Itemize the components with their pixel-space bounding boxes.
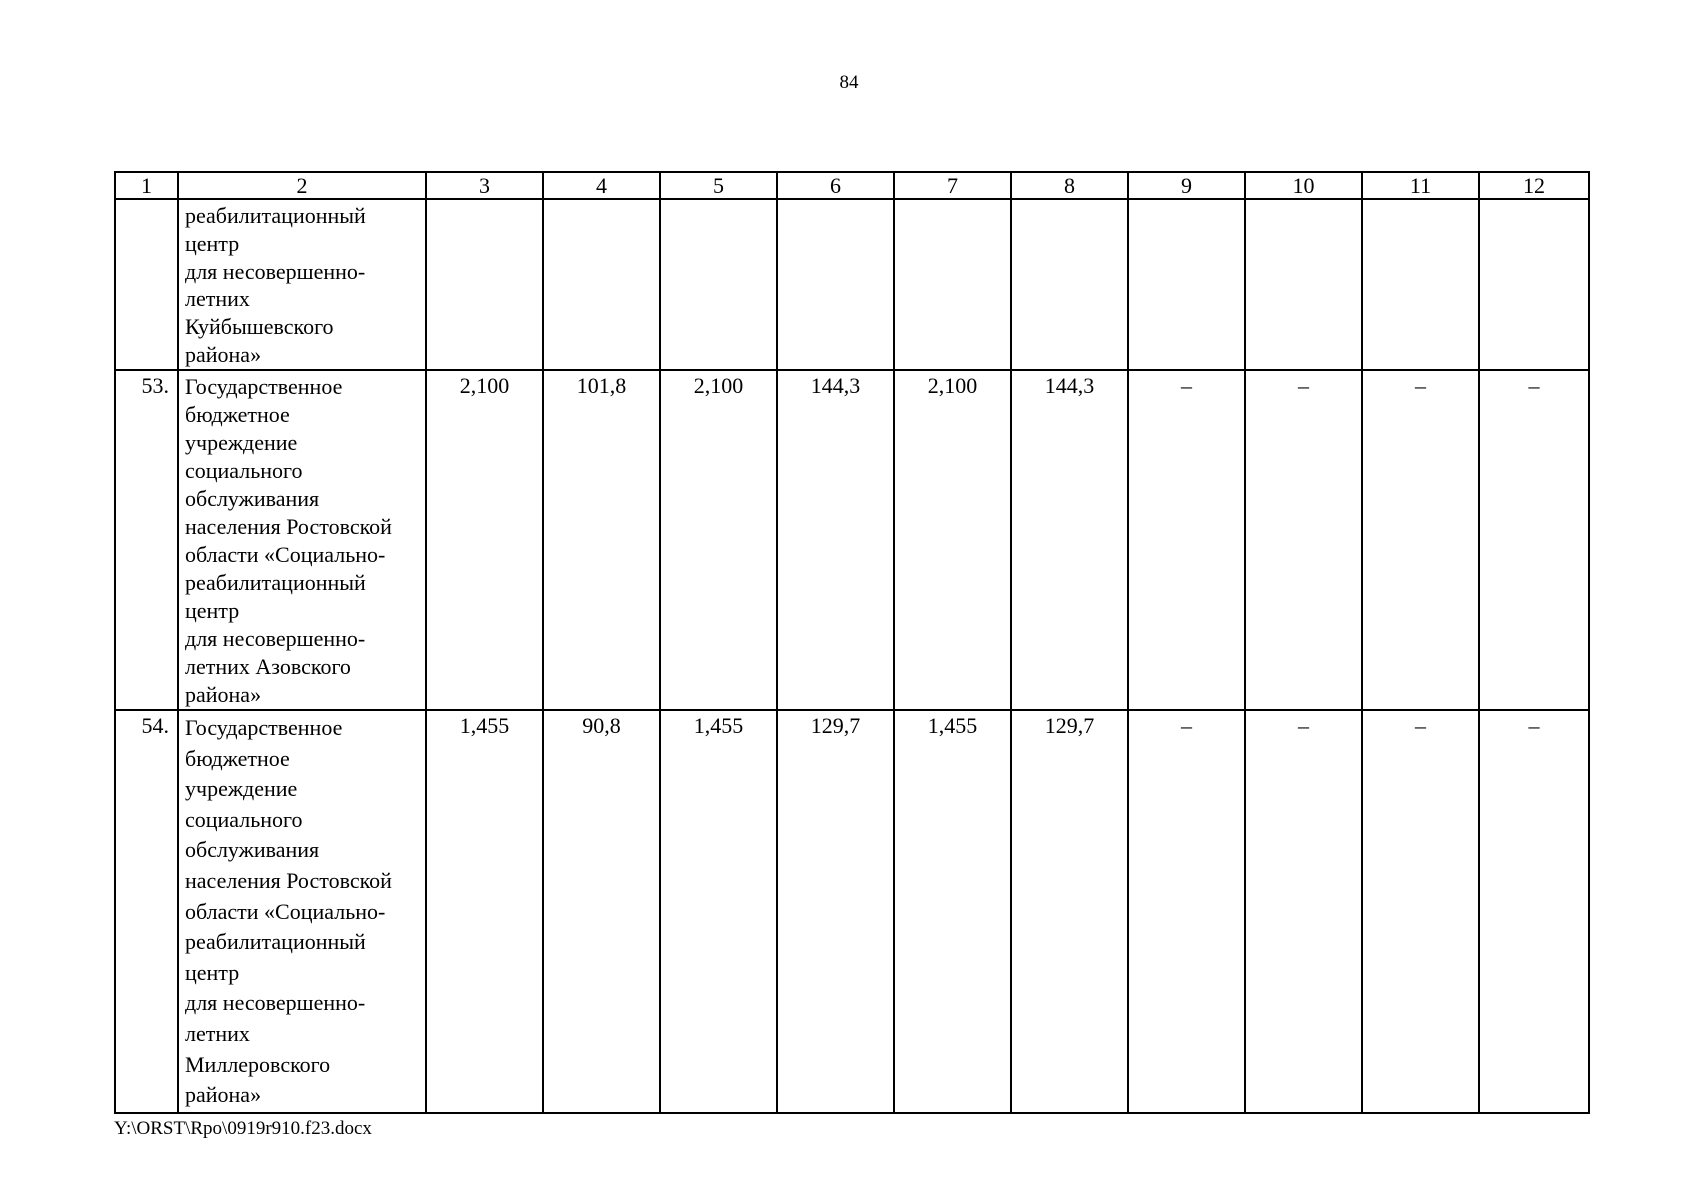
name-line: Государственное [185, 374, 343, 399]
value-cell: 144,3 [777, 370, 894, 710]
value-cell [1479, 199, 1589, 370]
value-cell: 101,8 [543, 370, 660, 710]
name-line: области «Социально- [185, 898, 386, 924]
value-cell: 144,3 [1011, 370, 1128, 710]
column-header: 1 [115, 172, 178, 199]
value-cell [1362, 199, 1479, 370]
name-line: обслуживания [185, 486, 320, 511]
column-header: 2 [178, 172, 426, 199]
name-line: бюджетное [185, 745, 290, 771]
name-line: района» [185, 341, 262, 367]
column-header: 12 [1479, 172, 1589, 199]
value-cell: 2,100 [894, 370, 1011, 710]
data-table [114, 171, 1590, 1114]
row-number: 54. [115, 710, 178, 1113]
name-line: социального [185, 458, 303, 483]
name-line: реабилитационный [185, 570, 366, 595]
column-header: 5 [660, 172, 777, 199]
footer-file-path: Y:\ORST\Rpo\0919r910.f23.docx [114, 1118, 372, 1139]
value-cell: – [1128, 710, 1245, 1113]
name-line: района» [185, 682, 262, 707]
value-cell [1128, 199, 1245, 370]
name-line: обслуживания [185, 837, 320, 863]
column-header: 4 [543, 172, 660, 199]
value-cell: – [1362, 710, 1479, 1113]
column-header: 9 [1128, 172, 1245, 199]
name-line: области «Социально- [185, 542, 386, 567]
name-line: для несовершенно- [185, 258, 366, 284]
value-cell: 1,455 [660, 710, 777, 1113]
page-number: 84 [839, 72, 859, 93]
column-header: 7 [894, 172, 1011, 199]
name-line: для несовершенно- [185, 626, 366, 651]
institution-name-cell [178, 199, 426, 370]
name-line: социального [185, 806, 303, 832]
column-header: 3 [426, 172, 543, 199]
name-line: центр [185, 598, 240, 623]
value-cell [1245, 199, 1362, 370]
value-cell: – [1128, 370, 1245, 710]
table-row [115, 370, 1589, 710]
name-line: учреждение [185, 776, 298, 802]
value-cell: 129,7 [1011, 710, 1128, 1113]
table-row [115, 710, 1589, 1113]
value-cell [426, 199, 543, 370]
value-cell: 1,455 [894, 710, 1011, 1113]
name-line: центр [185, 959, 240, 985]
value-cell: – [1362, 370, 1479, 710]
name-line: для несовершенно- [185, 990, 366, 1016]
column-header: 6 [777, 172, 894, 199]
value-cell [1011, 199, 1128, 370]
name-line: района» [185, 1082, 262, 1108]
name-line: Государственное [185, 715, 343, 740]
institution-name-cell [178, 370, 426, 710]
name-line: летних [185, 286, 250, 312]
value-cell [543, 199, 660, 370]
name-line: населения Ростовской [185, 514, 392, 539]
value-cell [777, 199, 894, 370]
value-cell: 90,8 [543, 710, 660, 1113]
name-line: реабилитационный [185, 929, 366, 955]
value-cell: 2,100 [660, 370, 777, 710]
value-cell: 129,7 [777, 710, 894, 1113]
value-cell: 1,455 [426, 710, 543, 1113]
name-line: летних [185, 1020, 250, 1046]
value-cell: 2,100 [426, 370, 543, 710]
column-header: 10 [1245, 172, 1362, 199]
row-number [115, 199, 178, 370]
value-cell [660, 199, 777, 370]
table-header-row [115, 172, 1589, 199]
value-cell: – [1245, 370, 1362, 710]
value-cell: – [1245, 710, 1362, 1113]
column-header: 8 [1011, 172, 1128, 199]
value-cell: – [1479, 710, 1589, 1113]
name-line: Миллеровского [185, 1051, 331, 1077]
value-cell [894, 199, 1011, 370]
value-cell: – [1479, 370, 1589, 710]
name-line: Куйбышевского [185, 314, 334, 340]
name-line: реабилитационный [185, 203, 366, 228]
table-row [115, 199, 1589, 370]
name-line: населения Ростовской [185, 867, 392, 893]
name-line: центр [185, 230, 240, 256]
row-number: 53. [115, 370, 178, 710]
institution-name-cell [178, 710, 426, 1113]
name-line: учреждение [185, 430, 298, 455]
name-line: летних Азовского [185, 654, 351, 679]
column-header: 11 [1362, 172, 1479, 199]
name-line: бюджетное [185, 402, 290, 427]
